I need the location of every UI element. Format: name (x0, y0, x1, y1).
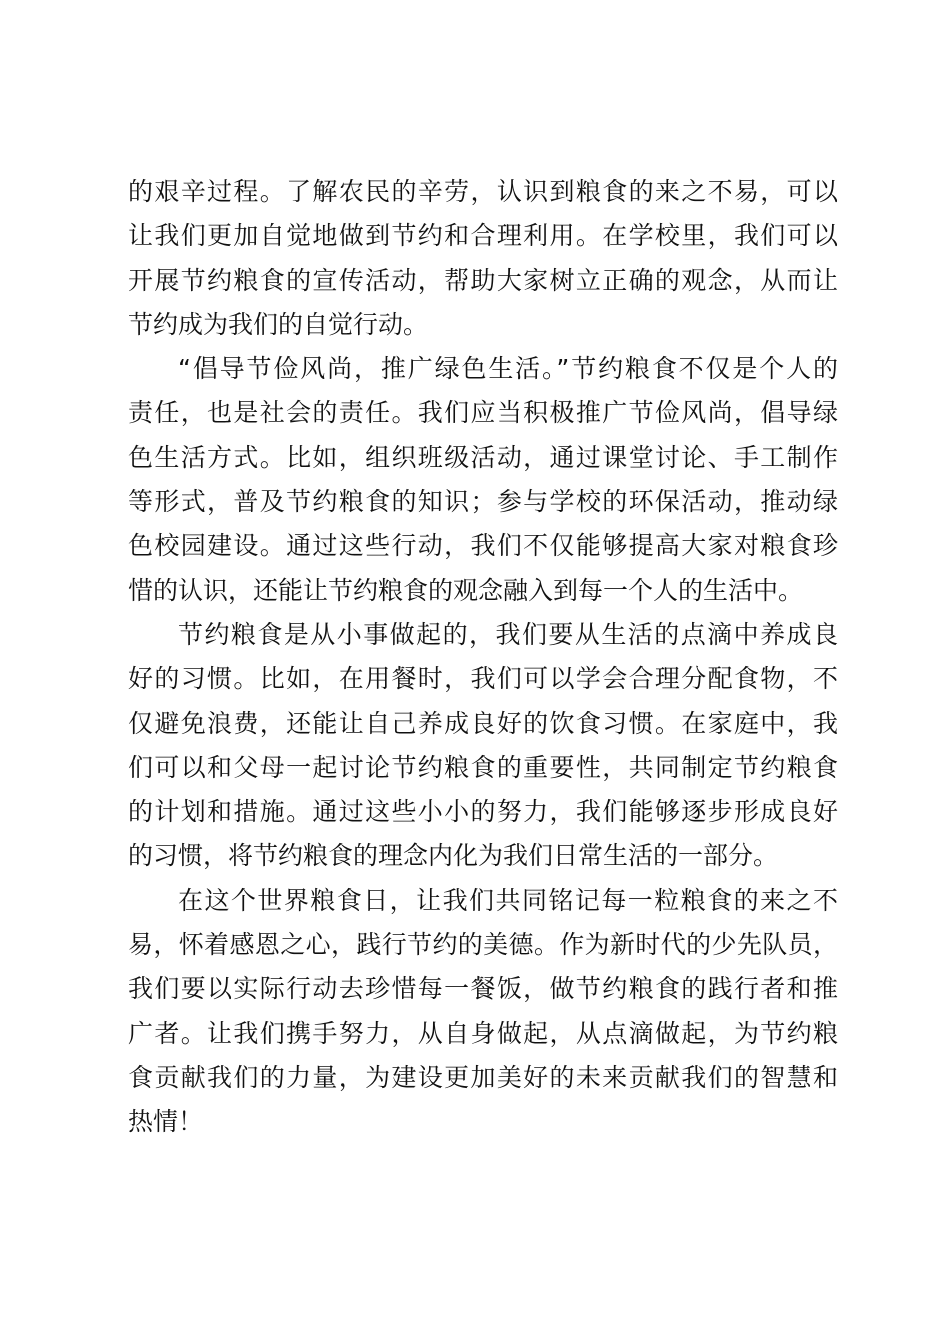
text-line: 开展节约粮食的宣传活动，帮助大家树立正确的观念，从而让 (128, 265, 838, 295)
text-line: 易，怀着感恩之心，践行节约的美德。作为新时代的少先队员， (128, 930, 838, 960)
text-line: 节约成为我们的自觉行动。 (128, 309, 429, 339)
text-line: 我们要以实际行动去珍惜每一餐饭，做节约粮食的践行者和推 (128, 974, 838, 1004)
text-line: 们可以和父母一起讨论节约粮食的重要性，共同制定节约粮食 (128, 752, 838, 782)
document-page (128, 170, 838, 1145)
text-line: “倡导节俭风尚，推广绿色生活。”节约粮食不仅是个人的 (178, 354, 838, 384)
text-line: 在这个世界粮食日，让我们共同铭记每一粒粮食的来之不 (178, 885, 838, 915)
text-line: 责任，也是社会的责任。我们应当积极推广节俭风尚，倡导绿 (128, 398, 838, 428)
text-line: 惜的认识，还能让节约粮食的观念融入到每一个人的生活中。 (128, 575, 804, 605)
text-line: 色校园建设。通过这些行动，我们不仅能够提高大家对粮食珍 (128, 531, 838, 561)
paragraph-2 (128, 347, 838, 613)
paragraph-1 (128, 170, 838, 347)
paragraph-4 (128, 879, 838, 1145)
text-line: 广者。让我们携手努力，从自身做起，从点滴做起，为节约粮 (128, 1018, 838, 1048)
text-line: 的艰辛过程。了解农民的辛劳，认识到粮食的来之不易，可以 (128, 177, 838, 206)
text-line: 好的习惯。比如，在用餐时，我们可以学会合理分配食物，不 (128, 664, 838, 694)
text-line: 色生活方式。比如，组织班级活动，通过课堂讨论、手工制作 (128, 442, 838, 472)
text-line: 热情！ (128, 1107, 204, 1137)
text-line: 的计划和措施。通过这些小小的努力，我们能够逐步形成良好 (128, 797, 838, 827)
text-line: 的习惯，将节约粮食的理念内化为我们日常生活的一部分。 (128, 841, 779, 871)
paragraph-3 (128, 613, 838, 879)
text-line: 节约粮食是从小事做起的，我们要从生活的点滴中养成良 (178, 619, 838, 649)
text-line: 仅避免浪费，还能让自己养成良好的饮食习惯。在家庭中，我 (128, 708, 838, 738)
text-line: 让我们更加自觉地做到节约和合理利用。在学校里，我们可以 (128, 221, 838, 251)
text-line: 食贡献我们的力量，为建设更加美好的未来贡献我们的智慧和 (128, 1062, 838, 1092)
text-line: 等形式，普及节约粮食的知识；参与学校的环保活动，推动绿 (128, 487, 838, 517)
